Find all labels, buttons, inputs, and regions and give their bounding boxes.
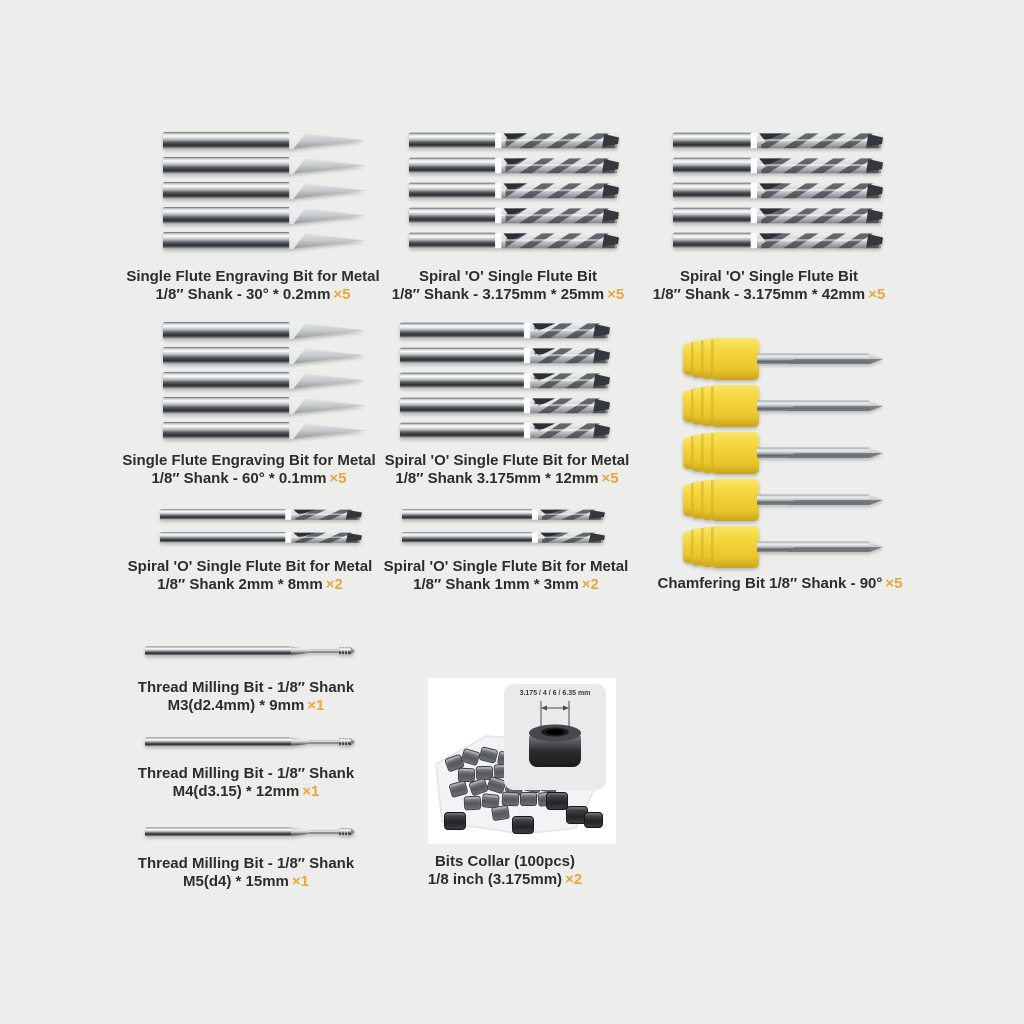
label-line1: Chamfering Bit 1/8″ Shank - 90° ×5 [657, 575, 903, 592]
label-line2: M3(d2.4mm) * 9mm ×1 [167, 697, 325, 714]
collar-piece [479, 746, 499, 764]
thread-milling-bit-m3-photo [143, 643, 355, 659]
drill-bit [683, 338, 883, 380]
label-line2: 1/8″ Shank - 60° * 0.1mm ×5 [151, 470, 347, 487]
drill-bit [163, 131, 365, 150]
drill-bit [400, 346, 610, 365]
collar-piece [491, 805, 510, 821]
spiral-bits-12mm-photo [400, 321, 610, 440]
count-badge: ×5 [333, 286, 351, 303]
engraving-bits-60deg-photo [163, 321, 365, 440]
drill-bit [400, 396, 610, 415]
count-badge: ×2 [565, 871, 583, 888]
label-line1: Spiral 'O' Single Flute Bit [680, 268, 858, 285]
label-line2: M5(d4) * 15mm ×1 [183, 873, 309, 890]
drill-bit [673, 156, 883, 175]
spiral-bits-42mm-photo [673, 131, 883, 250]
spiral-bits-25mm-photo [409, 131, 619, 250]
collar-front [584, 812, 603, 828]
label-line2: 1/8″ Shank - 3.175mm * 25mm ×5 [391, 286, 625, 303]
drill-bit [160, 508, 362, 521]
count-badge: ×1 [291, 873, 309, 890]
count-badge: ×5 [601, 470, 619, 487]
drill-bit [409, 231, 619, 250]
label-chamfering [630, 575, 930, 593]
collar-front [512, 816, 534, 834]
count-badge: ×5 [329, 470, 347, 487]
thread-milling-bit-m5-photo [143, 824, 355, 840]
drill-bit [683, 526, 883, 568]
label-line1: Single Flute Engraving Bit for Metal [126, 268, 380, 285]
drill-bit [400, 371, 610, 390]
drill-bit [409, 206, 619, 225]
spiral-bits-8mm-photo [160, 508, 362, 544]
drill-bit [673, 131, 883, 150]
count-badge: ×2 [581, 576, 599, 593]
drill-bit [683, 432, 883, 474]
label-line1: Bits Collar (100pcs) [434, 853, 576, 870]
collar-front [546, 792, 568, 810]
count-badge: ×1 [307, 697, 325, 714]
label-line1: Spiral 'O' Single Flute Bit for Metal [127, 558, 373, 575]
collar-diagram [504, 697, 606, 785]
count-badge: ×2 [325, 576, 343, 593]
drill-bit [163, 231, 365, 250]
drill-bit [402, 508, 605, 521]
collar-dimension-text: 3.175 / 4 / 6 / 6.35 mm [519, 690, 591, 697]
bits-collar-photo [428, 678, 616, 844]
label-line2: 1/8″ Shank - 30° * 0.2mm ×5 [155, 286, 351, 303]
label-line1: Thread Milling Bit - 1/8″ Shank [137, 855, 355, 872]
drill-bit [163, 396, 365, 415]
collar-piece [520, 792, 537, 806]
count-badge: ×5 [885, 575, 903, 592]
label-thread-m3 [86, 679, 406, 715]
label-line1: Spiral 'O' Single Flute Bit [419, 268, 597, 285]
count-badge: ×5 [607, 286, 625, 303]
drill-bit [683, 385, 883, 427]
collar-piece [464, 796, 482, 811]
label-line2: 1/8″ Shank - 3.175mm * 42mm ×5 [652, 286, 886, 303]
label-line1: Spiral 'O' Single Flute Bit for Metal [384, 452, 630, 469]
engraving-bits-30deg-photo [163, 131, 365, 250]
label-line1: Single Flute Engraving Bit for Metal [122, 452, 376, 469]
label-line1: Thread Milling Bit - 1/8″ Shank [137, 765, 355, 782]
label-line1: Spiral 'O' Single Flute Bit for Metal [383, 558, 629, 575]
drill-bit [163, 421, 365, 440]
label-thread-m4 [86, 765, 406, 801]
drill-bit [409, 131, 619, 150]
drill-bit [163, 181, 365, 200]
label-line1: Thread Milling Bit - 1/8″ Shank [137, 679, 355, 696]
label-spiral-42 [609, 268, 929, 304]
label-bits-collar [345, 853, 665, 889]
label-line2: 1/8 inch (3.175mm) ×2 [427, 871, 583, 888]
drill-bit [163, 346, 365, 365]
drill-bit [673, 181, 883, 200]
drill-bit [402, 531, 605, 544]
chamfering-bits-photo [683, 338, 883, 568]
drill-bit [163, 321, 365, 340]
thread-milling-bit-m4-photo [143, 734, 355, 750]
drill-bit [683, 479, 883, 521]
drill-bit [400, 421, 610, 440]
label-line2: M4(d3.15) * 12mm ×1 [172, 783, 320, 800]
drill-bit [673, 231, 883, 250]
label-spiral-12 [347, 452, 667, 488]
count-badge: ×1 [302, 783, 320, 800]
label-line2: 1/8″ Shank 2mm * 8mm ×2 [157, 576, 343, 593]
drill-bit [409, 156, 619, 175]
collar-dimension-inset [504, 684, 606, 790]
drill-bit [400, 321, 610, 340]
spiral-bits-3mm-photo [402, 508, 605, 544]
drill-bit [409, 181, 619, 200]
drill-bit [163, 156, 365, 175]
drill-bit [163, 206, 365, 225]
drill-bit [160, 531, 362, 544]
count-badge: ×5 [868, 286, 886, 303]
label-line2: 1/8″ Shank 1mm * 3mm ×2 [413, 576, 599, 593]
label-spiral-3 [346, 558, 666, 594]
drill-bit [673, 206, 883, 225]
label-line2: 1/8″ Shank 3.175mm * 12mm ×5 [395, 470, 619, 487]
drill-bit [163, 371, 365, 390]
collar-front [444, 812, 466, 830]
